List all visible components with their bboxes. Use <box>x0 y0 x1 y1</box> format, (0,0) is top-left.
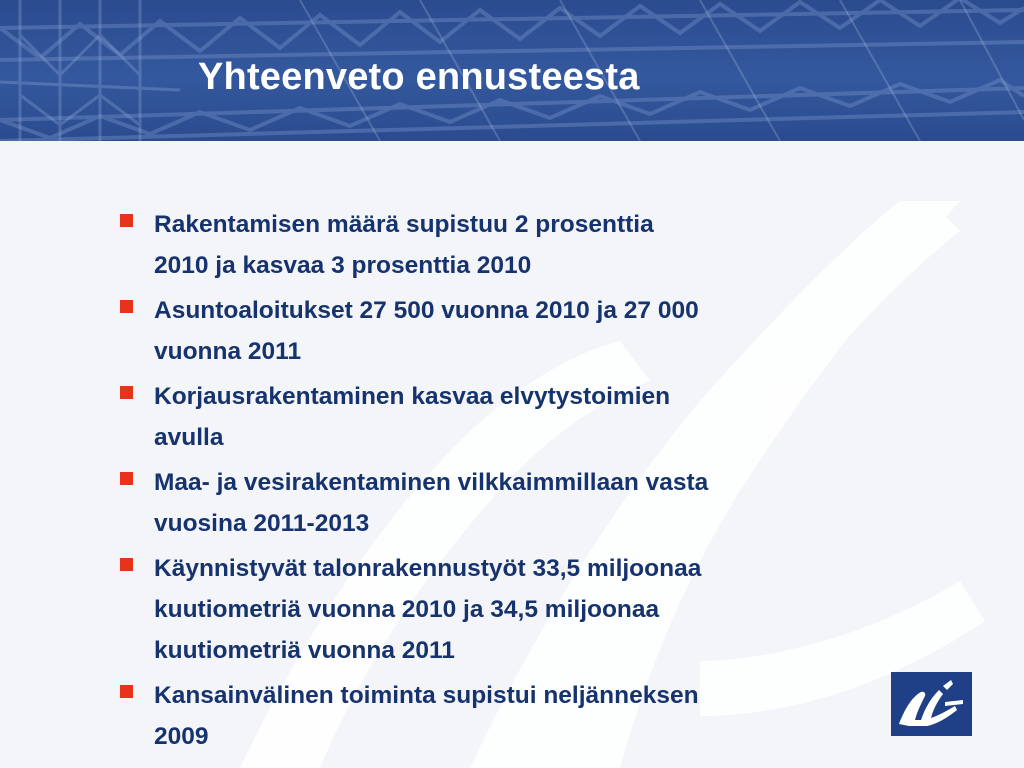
bullet-line: 2010 ja kasvaa 3 prosenttia 2010 <box>154 252 532 279</box>
square-bullet-icon <box>120 300 133 313</box>
square-bullet-icon <box>120 472 133 485</box>
bullet-line: Maa- ja vesirakentaminen vilkkaimmillaan vasta <box>154 469 709 496</box>
bullet-item <box>118 204 878 286</box>
bullet-line: vuonna 2011 <box>154 338 302 365</box>
bullet-line: kuutiometriä vuonna 2011 <box>154 637 455 664</box>
bullet-line: Käynnistyvät talonrakennustyöt 33,5 miljoonaa <box>154 555 702 582</box>
square-bullet-icon <box>120 214 133 227</box>
bullet-line: Asuntoaloitukset 27 500 vuonna 2010 ja 27 000 <box>154 297 699 324</box>
square-bullet-icon <box>120 386 133 399</box>
bullet-item <box>118 462 878 544</box>
bullet-line: kuutiometriä vuonna 2010 ja 34,5 miljoonaa <box>154 596 660 623</box>
bullet-item <box>118 290 878 372</box>
bullet-line: 2009 <box>154 723 209 750</box>
square-bullet-icon <box>120 558 133 571</box>
bullet-list <box>118 204 878 761</box>
slide-title: Yhteenveto ennusteesta <box>198 56 640 98</box>
rt-logo-icon <box>891 672 972 736</box>
bullet-line: Korjausrakentaminen kasvaa elvytystoimien <box>154 383 671 410</box>
bullet-line: vuosina 2011-2013 <box>154 510 370 537</box>
bullet-item <box>118 675 878 757</box>
bullet-item <box>118 376 878 458</box>
square-bullet-icon <box>120 685 133 698</box>
header-banner <box>0 0 1024 141</box>
bullet-line: Rakentamisen määrä supistuu 2 prosenttia <box>154 211 654 238</box>
bullet-line: Kansainvälinen toiminta supistui neljänneksen <box>154 682 699 709</box>
bullet-line: avulla <box>154 424 224 451</box>
bullet-item <box>118 548 878 671</box>
